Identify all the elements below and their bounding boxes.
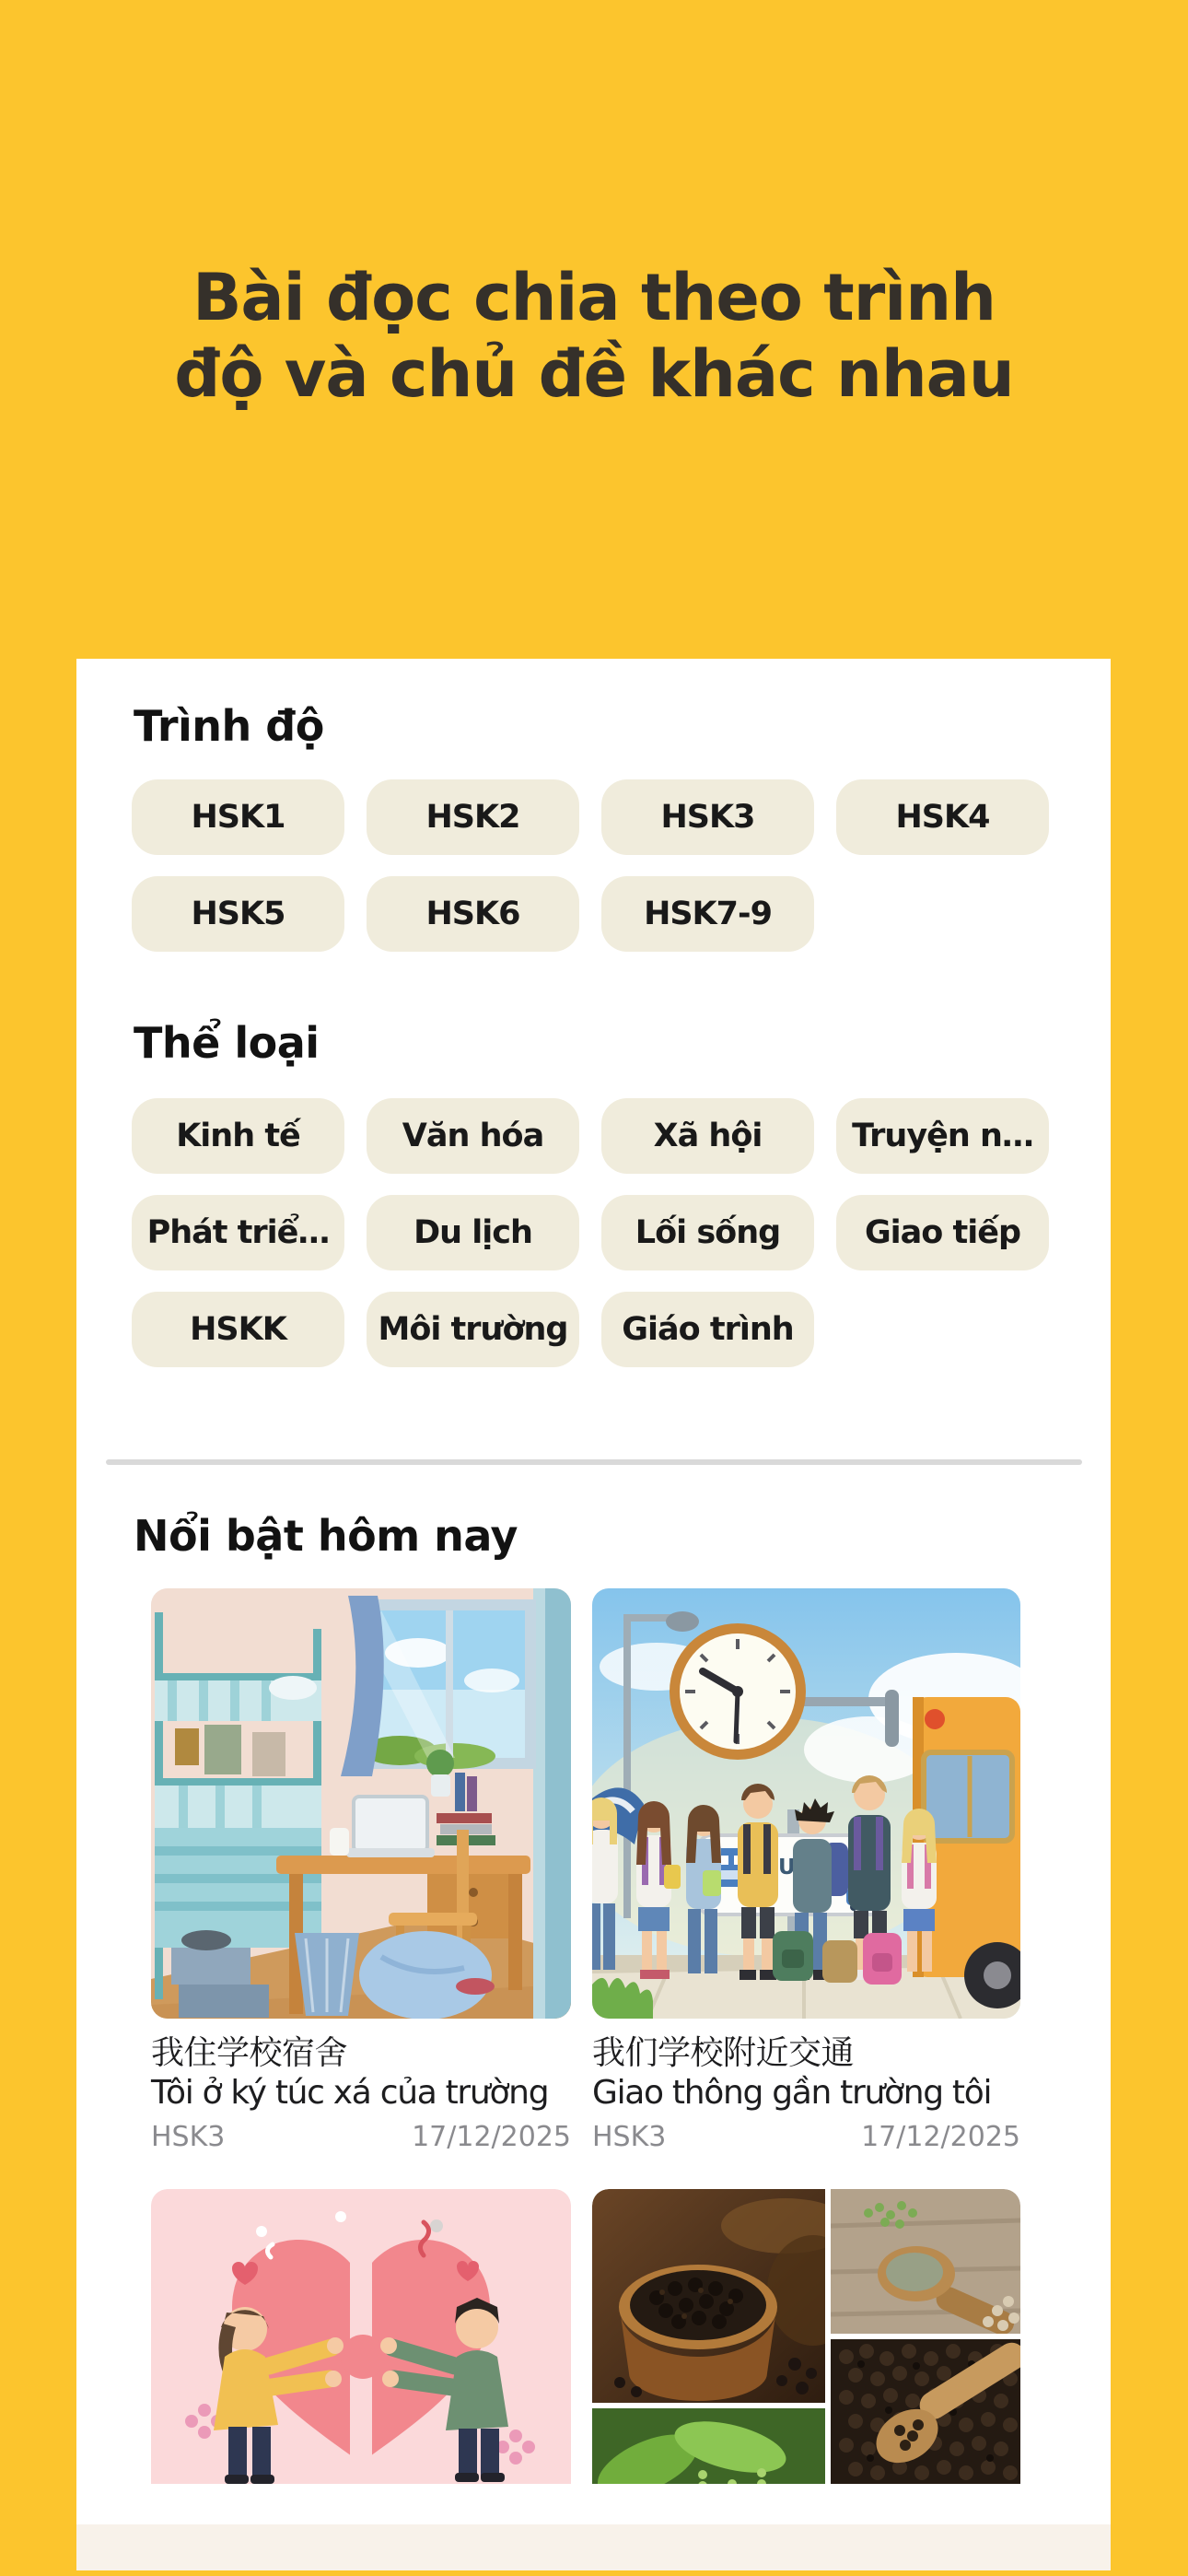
category-pill-giao-trinh[interactable]: Giáo trình: [601, 1292, 814, 1367]
category-pill-phat-trien[interactable]: Phát triể…: [132, 1195, 344, 1270]
category-pill-du-lich[interactable]: Du lịch: [367, 1195, 579, 1270]
category-pill-hskk[interactable]: HSKK: [132, 1292, 344, 1367]
level-heading: Trình độ: [134, 701, 324, 751]
level-pill-hsk4[interactable]: HSK4: [836, 779, 1049, 855]
category-pill-kinh-te[interactable]: Kinh tế: [132, 1098, 344, 1174]
category-pill-loi-song[interactable]: Lối sống: [601, 1195, 814, 1270]
story-title-vi: Giao thông gần trường tôi: [592, 2073, 992, 2112]
story-card-pepper[interactable]: [592, 2189, 1020, 2484]
bus-stop-sign-text: BUS: [762, 1855, 812, 1879]
featured-heading: Nổi bật hôm nay: [134, 1511, 518, 1562]
category-pill-giao-tiep[interactable]: Giao tiếp: [836, 1195, 1049, 1270]
story-card-heart[interactable]: [151, 2189, 571, 2484]
level-pill-hsk2[interactable]: HSK2: [367, 779, 579, 855]
story-date: 17/12/2025: [412, 2120, 571, 2153]
category-pill-van-hoa[interactable]: Văn hóa: [367, 1098, 579, 1174]
story-level-badge: HSK3: [151, 2120, 226, 2153]
story-title-vi: Tôi ở ký túc xá của trường: [151, 2073, 549, 2112]
pepper-collage-art: [592, 2189, 1020, 2484]
featured-grid: [151, 1588, 1020, 2485]
content-panel: [76, 659, 1111, 2570]
level-pill-hsk6[interactable]: HSK6: [367, 876, 579, 952]
dorm-room-art: [151, 1588, 571, 2019]
story-title-zh: 我住学校宿舍: [151, 2033, 348, 2072]
section-divider: [106, 1459, 1082, 1465]
level-pill-hsk3[interactable]: HSK3: [601, 779, 814, 855]
heart-puzzle-art: [151, 2189, 571, 2484]
category-pill-moi-truong[interactable]: Môi trường: [367, 1292, 579, 1367]
page-title-line-1: Bài đọc chia theo trình: [192, 260, 996, 335]
dorm-room-illustration: [151, 1588, 571, 2019]
category-pill-truyen[interactable]: Truyện n…: [836, 1098, 1049, 1174]
category-pill-xa-hoi[interactable]: Xã hội: [601, 1098, 814, 1174]
level-pill-hsk1[interactable]: HSK1: [132, 779, 344, 855]
story-title-zh: 我们学校附近交通: [592, 2033, 855, 2072]
couple-heart-puzzle-illustration: [151, 2189, 571, 2484]
level-pill-hsk5[interactable]: HSK5: [132, 876, 344, 952]
story-date: 17/12/2025: [861, 2120, 1020, 2153]
story-level-badge: HSK3: [592, 2120, 667, 2153]
page-title-line-2: độ và chủ đề khác nhau: [174, 335, 1014, 412]
level-pill-hsk7-9[interactable]: HSK7-9: [601, 876, 814, 952]
level-pill-group: [132, 779, 1053, 952]
category-heading: Thể loại: [134, 1018, 320, 1069]
students-bus-stop-illustration: [592, 1588, 1020, 2019]
story-meta: [592, 2122, 1020, 2154]
black-pepper-collage-photo: [592, 2189, 1020, 2484]
category-pill-group: [132, 1098, 1053, 1367]
story-card-traffic[interactable]: [592, 1588, 1020, 2154]
page-title: [0, 260, 1188, 412]
story-card-dorm[interactable]: [151, 1588, 571, 2154]
next-section-strip: [76, 2524, 1111, 2570]
story-meta: [151, 2122, 571, 2154]
bus-stop-art: [592, 1588, 1020, 2019]
